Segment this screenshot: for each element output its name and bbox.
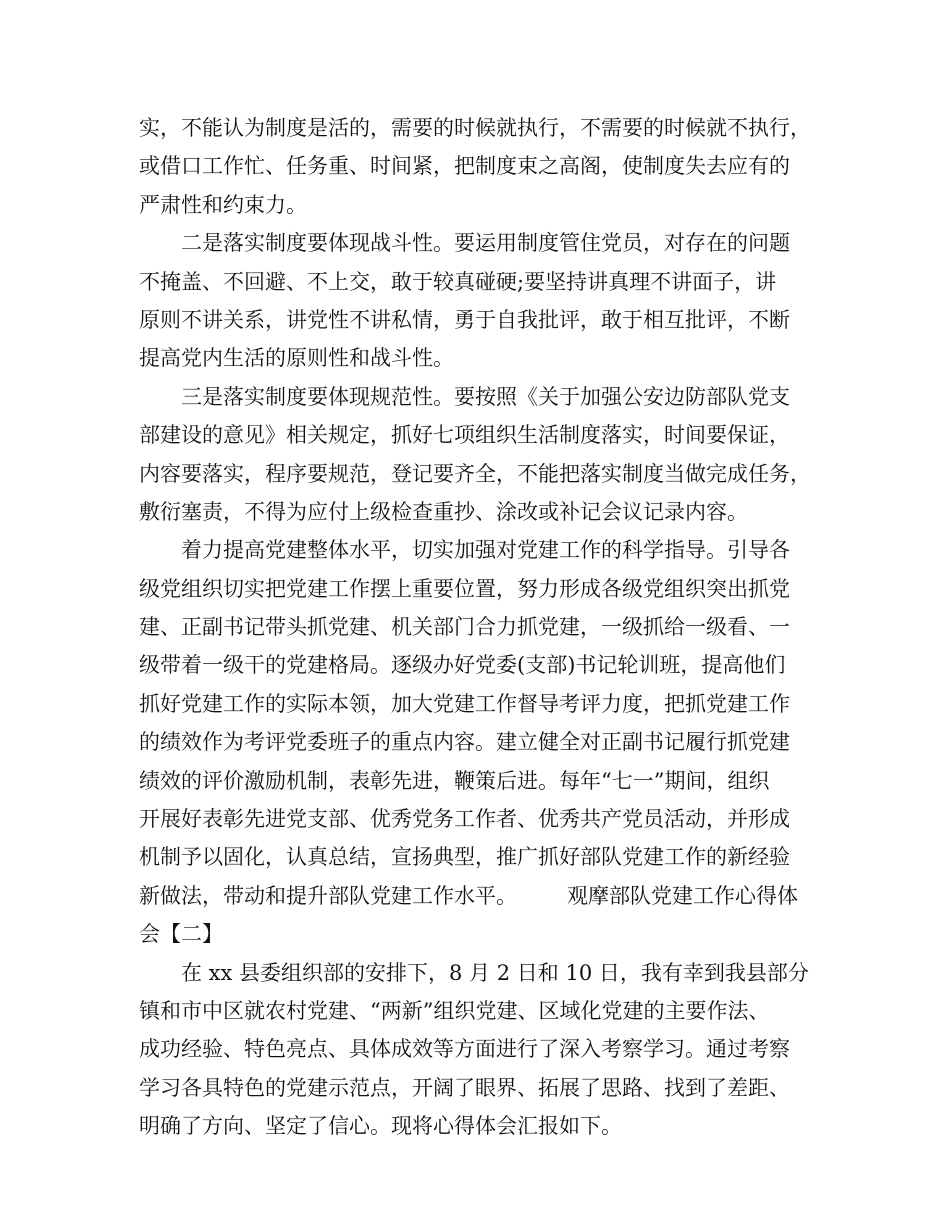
text-line: 严肃性和约束力。 xyxy=(139,192,307,217)
section-heading-end: 会【二】 xyxy=(139,922,223,947)
text-line: 开展好表彰先进党支部、优秀党务工作者、优秀共产党员活动，并形成 xyxy=(139,807,790,832)
text-line-with-heading xyxy=(139,877,829,915)
paragraph-start-line: 在 xx 县委组织部的安排下，8 月 2 日和 10 日，我有幸到我县部分 xyxy=(181,960,809,985)
text-line: 原则不讲关系，讲党性不讲私情，勇于自我批评，敢于相互批评，不断 xyxy=(139,307,790,332)
text-line: 部建设的意见》相关规定，抓好七项组织生活制度落实，时间要保证， xyxy=(139,423,790,448)
paragraph-start-line: 二是落实制度要体现战斗性。要运用制度管住党员，对存在的问题 xyxy=(181,231,790,256)
text-line: 镇和市中区就农村党建、“两新”组织党建、区域化党建的主要作法、 xyxy=(139,998,770,1023)
section-heading-start: 观摩部队党建工作心得体 xyxy=(567,883,798,908)
text-line: 不掩盖、不回避、不上交，敢于较真碰硬;要坚持讲真理不讲面子，讲 xyxy=(139,269,777,294)
paragraph-start-line: 着力提高党建整体水平，切实加强对党建工作的科学指导。引导各 xyxy=(181,538,790,563)
text-line: 的绩效作为考评党委班子的重点内容。建立健全对正副书记履行抓党建 xyxy=(139,730,790,755)
text-line: 抓好党建工作的实际本领，加大党建工作督导考评力度，把抓党建工作 xyxy=(139,691,790,716)
text-line: 成功经验、特色亮点、具体成效等方面进行了深入考察学习。通过考察 xyxy=(139,1037,790,1062)
text-line: 绩效的评价激励机制，表彰先进，鞭策后进。每年“七一”期间，组织 xyxy=(139,768,770,793)
text-line: 级党组织切实把党建工作摆上重要位置，努力形成各级党组织突出抓党 xyxy=(139,576,790,601)
text-line: 或借口工作忙、任务重、时间紧，把制度束之高阁，使制度失去应有的 xyxy=(139,154,790,179)
text-line: 级带着一级干的党建格局。逐级办好党委(支部)书记轮训班，提高他们 xyxy=(139,653,786,678)
text-line: 提高党内生活的原则性和战斗性。 xyxy=(139,346,454,371)
text-line: 明确了方向、坚定了信心。现将心得体会汇报如下。 xyxy=(139,1114,622,1139)
document-body xyxy=(139,109,829,1146)
text-line: 敷衍塞责，不得为应付上级检查重抄、涂改或补记会议记录内容。 xyxy=(139,499,748,524)
paragraph-end-text: 新做法，带动和提升部队党建工作水平。 xyxy=(139,883,517,908)
text-line: 建、正副书记带头抓党建、机关部门合力抓党建，一级抓给一级看、一 xyxy=(139,615,790,640)
paragraph-start-line: 三是落实制度要体现规范性。要按照《关于加强公安边防部队党支 xyxy=(181,384,790,409)
text-line: 实，不能认为制度是活的，需要的时候就执行，不需要的时候就不执行， xyxy=(139,116,811,140)
text-line: 学习各具特色的党建示范点，开阔了眼界、拓展了思路、找到了差距、 xyxy=(139,1075,790,1100)
text-line: 内容要落实，程序要规范，登记要齐全，不能把落实制度当做完成任务， xyxy=(139,461,811,486)
text-line: 机制予以固化，认真总结，宣扬典型，推广抓好部队党建工作的新经验 xyxy=(139,845,790,870)
